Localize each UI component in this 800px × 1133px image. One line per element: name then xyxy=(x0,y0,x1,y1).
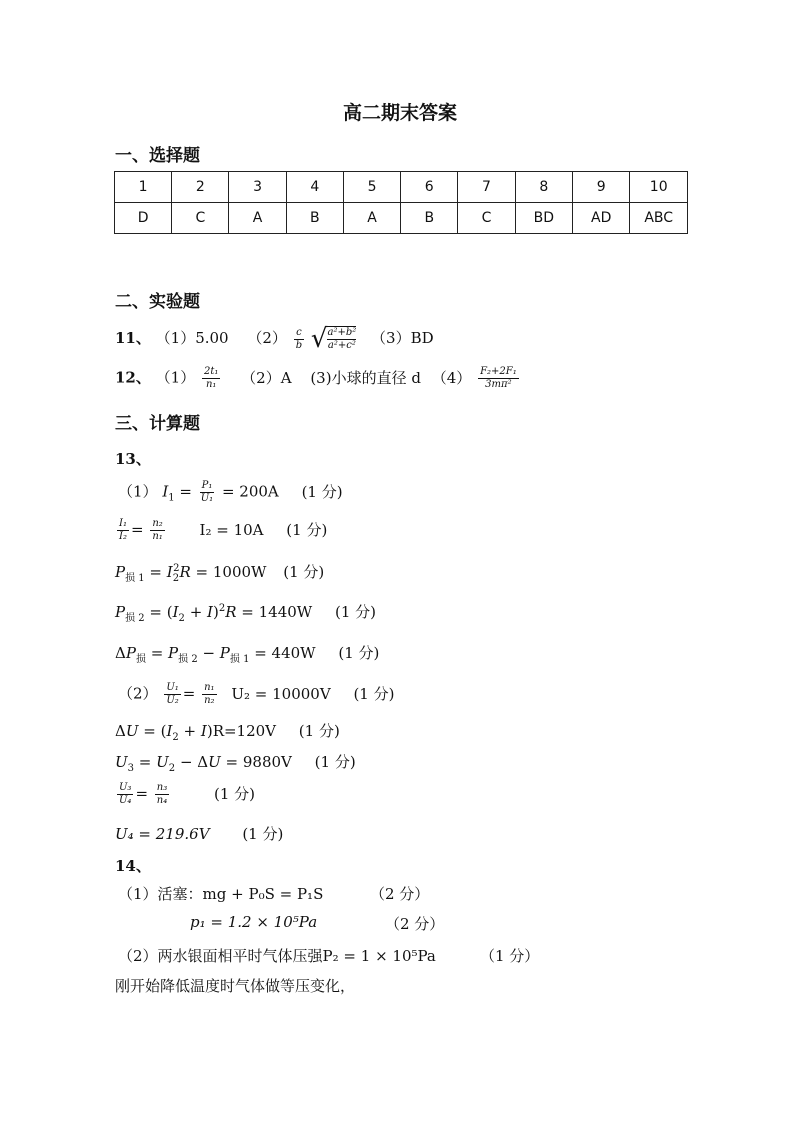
table-cell: 2 xyxy=(172,172,229,203)
q14-number: 14、 xyxy=(115,857,151,875)
table-cell: 7 xyxy=(458,172,515,203)
table-cell: C xyxy=(172,203,229,234)
table-cell: 4 xyxy=(286,172,343,203)
q13-line-1: （1） $I_1$ = $\frac{\text{P₁}}{\text{U₁}}$ = 200A (1 分) xyxy=(118,480,343,504)
q13-l6-fraction-left: $\frac{\text{U₁}}{\text{U₂}}$ xyxy=(166,682,179,706)
q13-l2-score: (1 分) xyxy=(286,520,328,539)
q12-number: 12、 xyxy=(115,368,151,387)
table-cell: D xyxy=(115,203,172,234)
q13-l5-result: = 440W xyxy=(254,644,316,662)
q13-line-7: $\Delta U = (I_2 + I)R=120V$ (1 分) xyxy=(115,722,340,743)
q13-l6-label: （2） xyxy=(118,684,158,703)
table-cell: 3 xyxy=(229,172,286,203)
q12-line xyxy=(115,366,521,391)
table-cell: 5 xyxy=(343,172,400,203)
q13-l1-score: (1 分) xyxy=(301,482,343,501)
q13-l7-score: (1 分) xyxy=(298,722,340,740)
q13-line-6: （2） $\frac{\text{U₁}}{\text{U₂}}$ = $\frac{\text{n₁}}{\text{n₂}}$ U₂ = 10000V (1 分) xyxy=(118,682,395,706)
q14-l1-score: （2 分） xyxy=(370,885,430,903)
q13-l9-fraction-right: $\frac{\text{n₃}}{\text{n₄}}$ xyxy=(156,782,168,806)
q13-l2-fraction-right: $\frac{\text{n₂}}{\text{n₁}}$ xyxy=(152,518,163,542)
q13-line-2: $\frac{\text{I₁}}{\text{I₂}}$ = $\frac{\text{n₂}}{\text{n₁}}$ I₂ = 10A (1 分) xyxy=(119,518,328,542)
q13-number: 13、 xyxy=(115,450,151,468)
q12-part2: （2）A xyxy=(241,368,292,387)
table-cell: 9 xyxy=(573,172,630,203)
q13-l10-score: (1 分) xyxy=(242,825,284,843)
table-cell: B xyxy=(286,203,343,234)
q13-l3-result: = 1000W xyxy=(195,563,267,581)
q13-line-10 xyxy=(115,823,283,844)
section-calculation: 三、计算题 xyxy=(115,414,200,434)
q12-part1-label: （1） xyxy=(155,368,196,387)
q13-line-3: $P_{损 1} = I_2^2R = 1000W$ (1 分) xyxy=(115,563,325,584)
table-cell: B xyxy=(401,203,458,234)
q13-l9-fraction-left: $\frac{\text{U₃}}{\text{U₄}}$ xyxy=(119,782,132,806)
q14-line-2 xyxy=(190,913,317,931)
q14-line-4: 刚开始降低温度时气体做等压变化， xyxy=(115,977,356,995)
q12-fraction-1: $\frac{\text{2t₁}}{\text{n₁}}$ xyxy=(203,366,219,390)
table-cell: AD xyxy=(573,203,630,234)
q13-l2-fraction-left: $\frac{\text{I₁}}{\text{I₂}}$ xyxy=(119,518,127,542)
table-cell: 8 xyxy=(515,172,572,203)
q13-l10-result: U₄ = 219.6V xyxy=(115,825,210,843)
q13-l8-score: (1 分) xyxy=(314,753,356,771)
q13-l6-score: (1 分) xyxy=(353,684,395,703)
page-title: 高二期末答案 xyxy=(342,102,457,124)
q11-part2-label: （2） xyxy=(247,329,287,347)
q13-l4-score: (1 分) xyxy=(335,603,377,621)
q13-line-5: $\Delta P_损 = P_{损 2} - P_{损 1} = 440W$ (1 分) xyxy=(115,644,380,665)
q13-l9-score: (1 分) xyxy=(214,784,256,803)
q14-l3: （2）两水银面相平时气体压强P₂ = 1 × 10⁵Pa xyxy=(118,947,436,965)
table-cell: C xyxy=(458,203,515,234)
q14-line-3 xyxy=(118,945,436,966)
q13-l4-result: = 1440W xyxy=(241,603,313,621)
q11-number: 11、 xyxy=(115,329,151,347)
q13-l6-result: U₂ = 10000V xyxy=(231,684,331,703)
q13-l5-score: (1 分) xyxy=(338,644,380,662)
q13-l8-result: = 9880V xyxy=(225,753,292,771)
q11-part1: （1）5.00 xyxy=(155,329,229,347)
q14-line-1 xyxy=(118,883,323,904)
q12-part4-label: （4） xyxy=(431,368,472,387)
q13-l1-fraction: $\frac{\text{P₁}}{\text{U₁}}$ xyxy=(200,480,214,504)
q13-l1-label: （1） xyxy=(118,482,158,501)
q13-line-8: $U_3 = U_2 - \Delta U = 9880V$ (1 分) xyxy=(115,753,356,774)
q11-line xyxy=(115,326,434,352)
q12-part3: (3)小球的直径 d xyxy=(310,368,421,387)
q13-l2-result: I₂ = 10A xyxy=(199,520,264,539)
q14-l2: p₁ = 1.2 × 10⁵Pa xyxy=(190,913,318,931)
q13-line-9: $\frac{\text{U₃}}{\text{U₄}}$ = $\frac{\text{n₃}}{\text{n₄}}$ (1 分) xyxy=(119,782,256,806)
table-cell: A xyxy=(229,203,286,234)
q12-fraction-4: $\frac{\text{F₂+2F₁}}{\text{3mπ²}}$ xyxy=(480,366,517,390)
q11-sqrt: √ a²+b² a²+c² xyxy=(310,324,357,354)
table-cell: ABC xyxy=(630,203,688,234)
q14-l2-score: （2 分） xyxy=(385,915,445,933)
table-cell: A xyxy=(343,203,400,234)
table-row-answers xyxy=(115,203,688,234)
table-cell: 1 xyxy=(115,172,172,203)
table-cell: 6 xyxy=(401,172,458,203)
q13-line-4: $P_{损 2} = (I_2 + I)^2R = 1440W$ (1 分) xyxy=(115,603,377,624)
q14-l3-score: （1 分） xyxy=(480,947,540,965)
q13-l1-result: = 200A xyxy=(221,482,279,501)
answer-table xyxy=(114,171,688,234)
section-experiment: 二、实验题 xyxy=(115,292,200,312)
table-cell: BD xyxy=(515,203,572,234)
q11-fraction: $\frac{c}{b}$ xyxy=(295,326,303,351)
q13-l7-result: R=120V xyxy=(212,722,277,740)
table-row-numbers xyxy=(115,172,688,203)
q11-part3: （3）BD xyxy=(371,329,434,347)
q13-l6-fraction-right: $\frac{\text{n₁}}{\text{n₂}}$ xyxy=(204,682,215,706)
section-choice: 一、选择题 xyxy=(115,146,200,166)
q14-l1: （1）活塞：mg + P₀S = P₁S xyxy=(118,885,324,903)
q13-l3-score: (1 分) xyxy=(283,563,325,581)
table-cell: 10 xyxy=(630,172,688,203)
